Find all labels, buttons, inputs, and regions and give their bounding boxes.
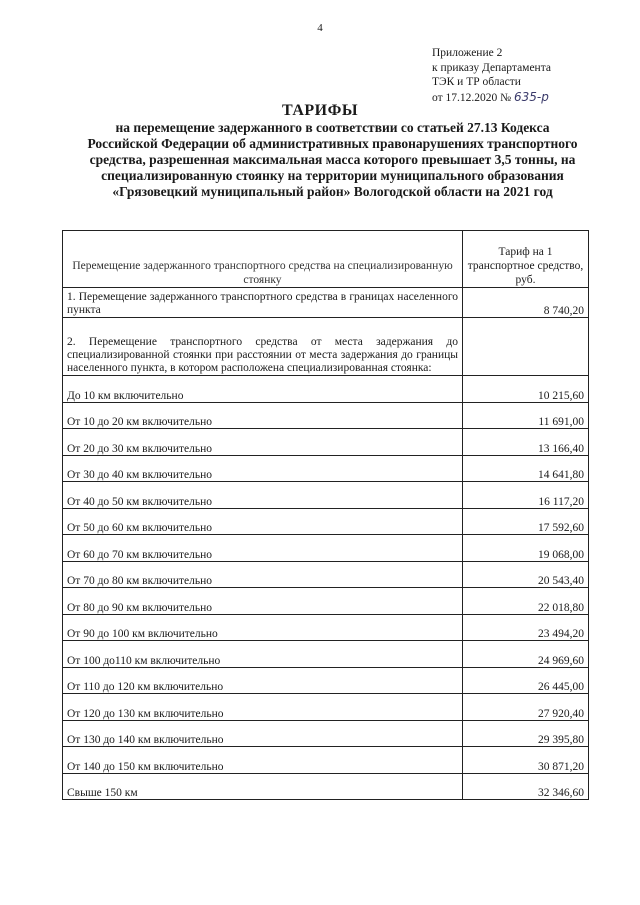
table-row	[63, 376, 589, 403]
tariff-value: 13 166,40	[463, 429, 589, 456]
tariff-value: 30 871,20	[463, 747, 589, 774]
section-2-row	[63, 318, 589, 376]
order-date: от 17.12.2020 №	[432, 91, 512, 104]
table-row	[63, 614, 589, 641]
table-header-row	[63, 231, 589, 288]
section-2-label: 2. Перемещение транспортного средства от места задержания до специализированной стоянки при расстоянии от места задержания до границы населенного пункта, в котором расположена специализированная стоянка:	[63, 318, 463, 376]
distance-label: От 120 до 130 км включительно	[63, 694, 463, 721]
tariff-value: 23 494,20	[463, 614, 589, 641]
table-row	[63, 694, 589, 721]
tariff-value: 19 068,00	[463, 535, 589, 562]
distance-rows	[63, 376, 589, 800]
table-row	[63, 561, 589, 588]
tariff-value: 32 346,60	[463, 773, 589, 800]
distance-label: От 110 до 120 км включительно	[63, 667, 463, 694]
appendix-line-3: ТЭК и ТР области	[432, 76, 521, 88]
distance-label: До 10 км включительно	[63, 376, 463, 403]
tariff-value: 10 215,60	[463, 376, 589, 403]
tariff-value: 24 969,60	[463, 641, 589, 668]
section-1-label: 1. Перемещение задержанного транспортного средства в границах населенного пункта	[63, 288, 463, 318]
tariff-table	[62, 230, 589, 800]
header-tariff: Тариф на 1 транспортное средство, руб.	[463, 231, 589, 288]
distance-label: От 20 до 30 км включительно	[63, 429, 463, 456]
distance-label: От 10 до 20 км включительно	[63, 402, 463, 429]
distance-label: От 50 до 60 км включительно	[63, 508, 463, 535]
distance-label: От 130 до 140 км включительно	[63, 720, 463, 747]
table-row	[63, 429, 589, 456]
table-row	[63, 667, 589, 694]
appendix-line-1: Приложение 2	[432, 47, 503, 59]
tariff-value: 17 592,60	[463, 508, 589, 535]
distance-label: От 70 до 80 км включительно	[63, 561, 463, 588]
section-1-row	[63, 288, 589, 318]
page-number: 4	[317, 22, 323, 34]
tariff-value: 26 445,00	[463, 667, 589, 694]
tariff-value: 14 641,80	[463, 455, 589, 482]
table-row	[63, 720, 589, 747]
table-row	[63, 455, 589, 482]
table-row	[63, 535, 589, 562]
distance-label: Свыше 150 км	[63, 773, 463, 800]
order-number-handwritten: 635-р	[513, 89, 549, 104]
table-row	[63, 508, 589, 535]
tariff-value: 16 117,20	[463, 482, 589, 509]
section-1-value: 8 740,20	[463, 288, 589, 318]
table-row	[63, 402, 589, 429]
table-row	[63, 588, 589, 615]
distance-label: От 100 до110 км включительно	[63, 641, 463, 668]
appendix-block	[432, 46, 632, 105]
distance-label: От 40 до 50 км включительно	[63, 482, 463, 509]
document-subtitle: на перемещение задержанного в соответствии со статьей 27.13 Кодекса Российской Федерации об административных правонарушениях транспортного средства, разрешенная максимальная масса которого превышает 3,5 тонны, на специализированную стоянку на территории муниципального образования «Грязовецкий муниципальный район» Вологодской области на 2021 год	[87, 120, 578, 199]
appendix-line-2: к приказу Департамента	[432, 61, 551, 74]
distance-label: От 90 до 100 км включительно	[63, 614, 463, 641]
header-transport: Перемещение задержанного транспортного средства на специализированную стоянку	[63, 231, 463, 288]
distance-label: От 140 до 150 км включительно	[63, 747, 463, 774]
section-2-value-empty	[463, 318, 589, 376]
table-row	[63, 773, 589, 800]
tariff-value: 27 920,40	[463, 694, 589, 721]
tariff-value: 29 395,80	[463, 720, 589, 747]
tariff-value: 20 543,40	[463, 561, 589, 588]
tariff-value: 11 691,00	[463, 402, 589, 429]
document-title: ТАРИФЫ	[281, 102, 359, 119]
distance-label: От 30 до 40 км включительно	[63, 455, 463, 482]
distance-label: От 80 до 90 км включительно	[63, 588, 463, 615]
table-row	[63, 482, 589, 509]
tariff-value: 22 018,80	[463, 588, 589, 615]
distance-label: От 60 до 70 км включительно	[63, 535, 463, 562]
table-row	[63, 747, 589, 774]
table-row	[63, 641, 589, 668]
